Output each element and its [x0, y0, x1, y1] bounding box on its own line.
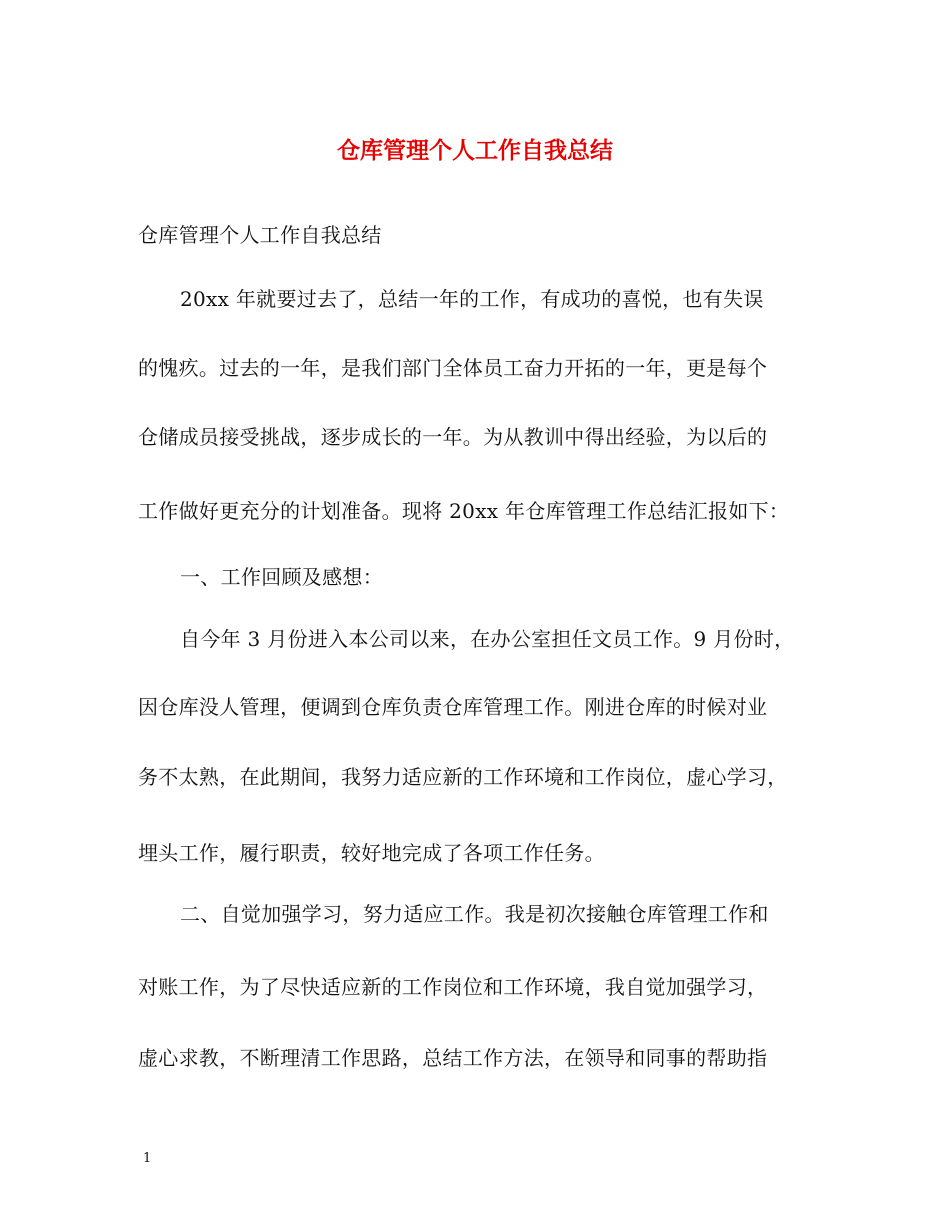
- text-line: 埋头工作，履行职责，较好地完成了各项工作任务。: [138, 841, 605, 865]
- text-line: 20xx 年就要过去了，总结一年的工作，有成功的喜悦，也有失误: [180, 287, 764, 311]
- text-line: 对账工作，为了尽快适应新的工作岗位和工作环境，我自觉加强学习，: [138, 975, 768, 999]
- page-number: 1: [143, 1151, 152, 1166]
- text-line: 虚心求教，不断理清工作思路，总结工作方法，在领导和同事的帮助指: [138, 1046, 768, 1070]
- text-line: 二、自觉加强学习，努力适应工作。我是初次接触仓库管理工作和: [180, 902, 769, 926]
- text-line: 务不太熟，在此期间，我努力适应新的工作环境和工作岗位，虚心学习，: [138, 765, 788, 789]
- document-title: 仓库管理个人工作自我总结: [337, 137, 613, 164]
- text-line: 工作做好更充分的计划准备。现将 20xx 年仓库管理工作总结汇报如下：: [138, 499, 790, 523]
- text-line: 的愧疚。过去的一年，是我们部门全体员工奋力开拓的一年，更是每个: [138, 356, 768, 380]
- section-heading: 一、工作回顾及感想：: [180, 565, 383, 589]
- text-line: 自今年 3 月份进入本公司以来，在办公室担任文员工作。9 月份时，: [180, 627, 795, 651]
- text-line: 仓储成员接受挑战，逐步成长的一年。为从教训中得出经验，为以后的: [138, 425, 768, 449]
- text-line-subtitle: 仓库管理个人工作自我总结: [138, 223, 382, 247]
- text-line: 因仓库没人管理，便调到仓库负责仓库管理工作。刚进仓库的时候对业: [138, 695, 768, 719]
